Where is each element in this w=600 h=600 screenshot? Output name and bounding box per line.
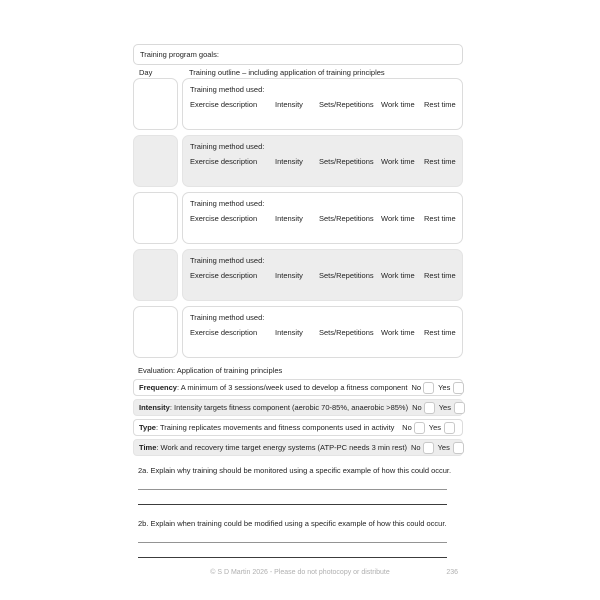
col-intensity: Intensity — [275, 328, 303, 337]
outline-column-header: Training outline – including application of training principles — [189, 68, 385, 77]
yes-checkbox[interactable] — [444, 422, 455, 434]
method-label: Training method used: — [190, 313, 265, 322]
col-sets-repetitions: Sets/Repetitions — [319, 157, 374, 166]
yes-label: Yes — [438, 403, 451, 412]
col-work-time: Work time — [381, 157, 415, 166]
yes-checkbox[interactable] — [454, 402, 465, 414]
day-field[interactable] — [133, 192, 178, 244]
day-column-header: Day — [139, 68, 153, 77]
col-sets-repetitions: Sets/Repetitions — [319, 328, 374, 337]
no-label: No — [411, 383, 422, 392]
no-checkbox[interactable] — [423, 382, 434, 394]
yes-label: Yes — [438, 383, 451, 392]
training-goals-label: Training program goals: — [140, 50, 219, 59]
col-intensity: Intensity — [275, 271, 303, 280]
training-outline-field[interactable] — [182, 192, 463, 244]
yes-label: Yes — [437, 443, 450, 452]
answer-line[interactable] — [138, 557, 447, 558]
col-exercise-description: Exercise description — [190, 328, 258, 337]
yes-checkbox[interactable] — [453, 442, 464, 454]
day-field[interactable] — [133, 78, 178, 130]
method-label: Training method used: — [190, 256, 265, 265]
col-sets-repetitions: Sets/Repetitions — [319, 214, 374, 223]
question-2b-label: 2b. Explain when training could be modified using a specific example of how this could occur. — [138, 519, 447, 528]
day-row — [133, 249, 463, 301]
col-rest-time: Rest time — [424, 271, 456, 280]
col-exercise-description: Exercise description — [190, 157, 258, 166]
eval-term: Type — [139, 423, 156, 432]
day-row — [133, 306, 463, 358]
col-rest-time: Rest time — [424, 328, 456, 337]
day-row — [133, 192, 463, 244]
answer-line[interactable] — [138, 542, 447, 543]
no-checkbox[interactable] — [423, 442, 434, 454]
col-exercise-description: Exercise description — [190, 214, 258, 223]
eval-statement — [139, 423, 398, 432]
no-label: No — [402, 423, 412, 432]
eval-row-frequency — [133, 379, 463, 396]
col-exercise-description: Exercise description — [190, 100, 258, 109]
training-goals-field[interactable] — [133, 44, 463, 65]
page-footer — [0, 569, 600, 576]
col-intensity: Intensity — [275, 214, 303, 223]
training-outline-field[interactable] — [182, 306, 463, 358]
col-sets-repetitions: Sets/Repetitions — [319, 271, 374, 280]
column-headers — [190, 328, 462, 337]
yes-label: Yes — [428, 423, 441, 432]
col-sets-repetitions: Sets/Repetitions — [319, 100, 374, 109]
col-work-time: Work time — [381, 100, 415, 109]
eval-term: Frequency — [139, 383, 177, 392]
eval-text-rest: : Work and recovery time target energy systems (ATP-PC needs 3 min rest) — [156, 443, 408, 452]
col-rest-time: Rest time — [424, 214, 456, 223]
eval-text-rest: : Intensity targets fitness component (aerobic 70-85%, anaerobic >85%) — [169, 403, 409, 412]
training-outline-field[interactable] — [182, 249, 463, 301]
col-exercise-description: Exercise description — [190, 271, 258, 280]
question-2a-label: 2a. Explain why training should be monitored using a specific example of how this could occur. — [138, 466, 452, 475]
column-headers — [190, 214, 462, 223]
day-row — [133, 135, 463, 187]
eval-row-type — [133, 419, 463, 436]
col-work-time: Work time — [381, 271, 415, 280]
no-checkbox[interactable] — [414, 422, 425, 434]
evaluation-heading: Evaluation: Application of training principles — [138, 366, 283, 375]
no-checkbox[interactable] — [424, 402, 435, 414]
yes-checkbox[interactable] — [453, 382, 464, 394]
day-field[interactable] — [133, 135, 178, 187]
no-label: No — [411, 443, 421, 452]
eval-term: Intensity — [139, 403, 170, 412]
day-row — [133, 78, 463, 130]
method-label: Training method used: — [190, 199, 265, 208]
answer-line[interactable] — [138, 489, 447, 490]
col-rest-time: Rest time — [424, 157, 456, 166]
column-headers — [190, 157, 462, 166]
no-label: No — [412, 403, 422, 412]
col-intensity: Intensity — [275, 157, 303, 166]
eval-text-rest: : A minimum of 3 sessions/week used to develop a fitness component — [176, 383, 408, 392]
eval-text-rest: : Training replicates movements and fitness components used in activity — [155, 423, 395, 432]
training-outline-field[interactable] — [182, 135, 463, 187]
answer-line[interactable] — [138, 504, 447, 505]
col-rest-time: Rest time — [424, 100, 456, 109]
day-field[interactable] — [133, 306, 178, 358]
eval-statement — [139, 403, 408, 412]
col-work-time: Work time — [381, 328, 415, 337]
eval-row-intensity — [133, 399, 463, 416]
day-field[interactable] — [133, 249, 178, 301]
eval-statement — [139, 383, 407, 392]
table-header — [133, 68, 463, 78]
eval-term: Time — [139, 443, 157, 452]
eval-statement — [139, 443, 407, 452]
page-number: 236 — [446, 569, 458, 576]
method-label: Training method used: — [190, 142, 265, 151]
column-headers — [190, 100, 462, 109]
copyright-text: © S D Martin 2026 - Please do not photocopy or distribute — [210, 569, 390, 576]
eval-row-time — [133, 439, 463, 456]
training-outline-field[interactable] — [182, 78, 463, 130]
col-work-time: Work time — [381, 214, 415, 223]
worksheet-content — [133, 44, 463, 558]
column-headers — [190, 271, 462, 280]
col-intensity: Intensity — [275, 100, 303, 109]
method-label: Training method used: — [190, 85, 265, 94]
